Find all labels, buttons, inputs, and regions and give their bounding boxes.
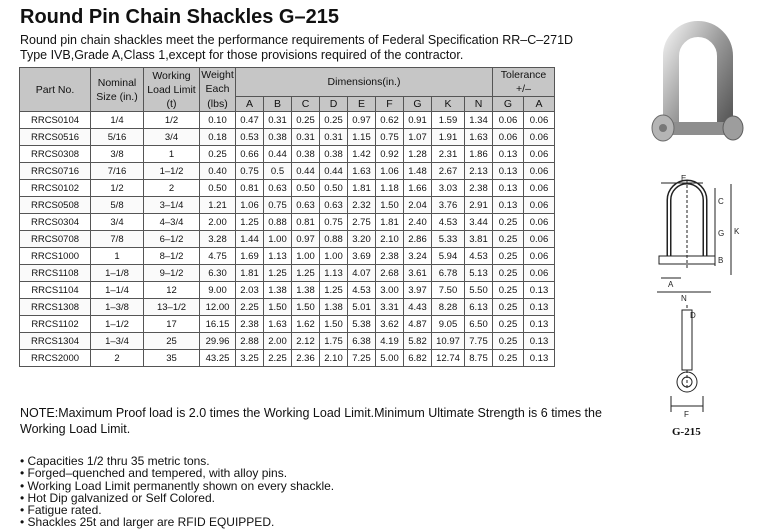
header-dim-g: G [404, 97, 432, 112]
table-cell: 0.06 [524, 180, 555, 197]
table-cell: 1.15 [348, 129, 376, 146]
table-cell: 0.31 [264, 112, 292, 129]
header-dim-c: C [292, 97, 320, 112]
table-cell: 0.06 [493, 129, 524, 146]
table-cell: 2.91 [465, 197, 493, 214]
table-cell: 3/8 [91, 146, 144, 163]
table-cell: 3.44 [465, 214, 493, 231]
table-row [20, 333, 555, 350]
table-cell: RRCS0104 [20, 112, 91, 129]
table-cell: 1.25 [292, 265, 320, 282]
table-cell: 4.53 [465, 248, 493, 265]
table-cell: 2.40 [404, 214, 432, 231]
shackle-photo [641, 6, 756, 156]
table-cell: 0.13 [524, 299, 555, 316]
table-cell: 0.25 [493, 248, 524, 265]
table-cell: 3.81 [465, 231, 493, 248]
table-cell: 3.25 [236, 350, 264, 367]
table-cell: 2.38 [465, 180, 493, 197]
table-cell: 0.44 [292, 163, 320, 180]
intro-line-2: Type IVB,Grade A,Class 1,except for those provisions required of the contractor. [20, 48, 464, 62]
feature-item: • Shackles 25t and larger are RFID EQUIPPED. [20, 516, 334, 528]
table-cell: 3.24 [404, 248, 432, 265]
table-cell: 0.5 [264, 163, 292, 180]
table-cell: 0.06 [524, 248, 555, 265]
table-cell: 1/2 [144, 112, 200, 129]
table-cell: 1.28 [404, 146, 432, 163]
table-cell: 5.13 [465, 265, 493, 282]
dimension-label-n: N [681, 294, 687, 303]
shackle-dimension-drawing [641, 170, 761, 425]
table-cell: 0.06 [524, 265, 555, 282]
table-cell: 1–1/8 [91, 265, 144, 282]
dimension-label-b: B [718, 256, 724, 265]
table-cell: 0.13 [493, 180, 524, 197]
table-cell: 12.74 [432, 350, 465, 367]
table-row [20, 248, 555, 265]
table-cell: 0.13 [524, 350, 555, 367]
dimension-label-k: K [734, 227, 740, 236]
table-cell: 1.62 [292, 316, 320, 333]
dimension-label-f: F [684, 410, 689, 419]
table-cell: 3.76 [432, 197, 465, 214]
table-cell: 1.07 [404, 129, 432, 146]
table-cell: 2.00 [200, 214, 236, 231]
table-cell: 1.21 [200, 197, 236, 214]
table-cell: 0.13 [493, 197, 524, 214]
table-cell: 0.81 [292, 214, 320, 231]
table-cell: 0.25 [320, 112, 348, 129]
table-cell: 0.66 [236, 146, 264, 163]
table-cell: 0.25 [493, 299, 524, 316]
table-cell: 5.00 [376, 350, 404, 367]
feature-item: • Fatigue rated. [20, 504, 334, 516]
table-cell: RRCS2000 [20, 350, 91, 367]
table-cell: 1.81 [348, 180, 376, 197]
table-cell: 3–1/4 [144, 197, 200, 214]
table-cell: 5.33 [432, 231, 465, 248]
table-cell: 0.06 [524, 197, 555, 214]
table-cell: 29.96 [200, 333, 236, 350]
table-cell: 6.30 [200, 265, 236, 282]
table-cell: 3.69 [348, 248, 376, 265]
header-dim-b: B [264, 97, 292, 112]
table-cell: 5.38 [348, 316, 376, 333]
table-cell: RRCS0708 [20, 231, 91, 248]
specifications-table [19, 67, 555, 367]
table-cell: 1.86 [465, 146, 493, 163]
table-cell: 0.06 [524, 146, 555, 163]
table-cell: 5/16 [91, 129, 144, 146]
table-cell: 0.44 [320, 163, 348, 180]
table-cell: 1.63 [348, 163, 376, 180]
table-row [20, 197, 555, 214]
dimension-label-c: C [718, 197, 724, 206]
table-cell: RRCS0308 [20, 146, 91, 163]
table-cell: 1.50 [264, 299, 292, 316]
table-cell: 0.63 [264, 180, 292, 197]
header-weight-unit: (lbs) [200, 97, 236, 112]
table-cell: 1.66 [404, 180, 432, 197]
intro-line-1: Round pin chain shackles meet the performance requirements of Federal Specification RR–C–271D [20, 33, 574, 47]
table-cell: 0.06 [524, 129, 555, 146]
table-cell: 0.50 [200, 180, 236, 197]
table-cell: 0.13 [524, 333, 555, 350]
table-cell: 0.44 [264, 146, 292, 163]
table-cell: 0.97 [292, 231, 320, 248]
table-cell: 4.75 [200, 248, 236, 265]
table-cell: 0.50 [320, 180, 348, 197]
table-cell: 1.13 [320, 265, 348, 282]
table-cell: 1.06 [376, 163, 404, 180]
table-cell: RRCS0304 [20, 214, 91, 231]
table-cell: 2.04 [404, 197, 432, 214]
header-dim-f: F [376, 97, 404, 112]
table-cell: RRCS1102 [20, 316, 91, 333]
table-cell: 0.25 [493, 333, 524, 350]
table-cell: 0.13 [493, 146, 524, 163]
table-cell: 2.32 [348, 197, 376, 214]
table-cell: 12 [144, 282, 200, 299]
table-cell: 0.97 [348, 112, 376, 129]
table-cell: 1.42 [348, 146, 376, 163]
dimension-label-e: E [681, 174, 687, 183]
table-cell: 5.82 [404, 333, 432, 350]
table-row [20, 129, 555, 146]
table-cell: 16.15 [200, 316, 236, 333]
table-cell: 5.01 [348, 299, 376, 316]
table-cell: 0.06 [524, 214, 555, 231]
header-tol-g: G [493, 97, 524, 112]
table-cell: 4.53 [348, 282, 376, 299]
table-cell: 0.50 [292, 180, 320, 197]
drawing-label: G-215 [672, 426, 701, 438]
table-cell: 2.25 [236, 299, 264, 316]
table-row [20, 163, 555, 180]
table-cell: 1 [91, 248, 144, 265]
table-cell: 0.13 [493, 163, 524, 180]
table-cell: 3.61 [404, 265, 432, 282]
table-cell: 4.43 [404, 299, 432, 316]
table-cell: 8.28 [432, 299, 465, 316]
table-cell: 1.44 [236, 231, 264, 248]
table-cell: RRCS0508 [20, 197, 91, 214]
table-cell: 1/2 [91, 180, 144, 197]
table-cell: 0.25 [493, 350, 524, 367]
table-cell: 3.97 [404, 282, 432, 299]
table-cell: 6.82 [404, 350, 432, 367]
table-cell: 1.59 [432, 112, 465, 129]
feature-item: • Forged–quenched and tempered, with alloy pins. [20, 467, 334, 479]
table-cell: RRCS1104 [20, 282, 91, 299]
table-cell: 0.25 [292, 112, 320, 129]
table-cell: 8.75 [465, 350, 493, 367]
table-cell: RRCS1108 [20, 265, 91, 282]
header-dim-n: N [465, 97, 493, 112]
page-title: Round Pin Chain Shackles G–215 [20, 6, 339, 28]
table-cell: 3.03 [432, 180, 465, 197]
table-cell: 1.25 [320, 282, 348, 299]
table-cell: 8–1/2 [144, 248, 200, 265]
table-cell: 6.50 [465, 316, 493, 333]
table-cell: RRCS1000 [20, 248, 91, 265]
header-dim-k: K [432, 97, 465, 112]
table-cell: 1–3/4 [91, 333, 144, 350]
table-cell: 0.53 [236, 129, 264, 146]
feature-item: • Working Load Limit permanently shown on every shackle. [20, 480, 334, 492]
table-cell: 4.87 [404, 316, 432, 333]
table-cell: 7.75 [465, 333, 493, 350]
table-cell: 1.50 [292, 299, 320, 316]
table-cell: 3.31 [376, 299, 404, 316]
table-cell: 9–1/2 [144, 265, 200, 282]
table-cell: 4–3/4 [144, 214, 200, 231]
table-cell: 2.10 [320, 350, 348, 367]
header-weight-each: Weight Each [201, 69, 234, 96]
table-cell: 5.94 [432, 248, 465, 265]
table-cell: 5/8 [91, 197, 144, 214]
table-cell: 0.06 [524, 163, 555, 180]
table-cell: 0.25 [493, 316, 524, 333]
table-cell: 1 [144, 146, 200, 163]
table-cell: 3/4 [144, 129, 200, 146]
table-cell: 0.25 [493, 214, 524, 231]
table-cell: 0.92 [376, 146, 404, 163]
note-text: NOTE:Maximum Proof load is 2.0 times the Working Load Limit.Minimum Ultimate Strength is 6 times the Working Load Limit. [20, 406, 602, 436]
feature-item: • Hot Dip galvanized or Self Colored. [20, 492, 334, 504]
table-cell: 2.67 [432, 163, 465, 180]
table-cell: 0.88 [320, 231, 348, 248]
table-cell: 1.38 [292, 282, 320, 299]
table-cell: 1.34 [465, 112, 493, 129]
table-cell: 1–1/4 [91, 282, 144, 299]
table-cell: 0.75 [264, 197, 292, 214]
table-cell: 3.28 [200, 231, 236, 248]
table-cell: 7/16 [91, 163, 144, 180]
table-row [20, 316, 555, 333]
table-cell: 1/4 [91, 112, 144, 129]
table-cell: RRCS0716 [20, 163, 91, 180]
header-dim-e: E [348, 97, 376, 112]
table-cell: 1.25 [236, 214, 264, 231]
table-cell: 0.25 [493, 265, 524, 282]
table-cell: 10.97 [432, 333, 465, 350]
table-cell: 2.38 [236, 316, 264, 333]
table-cell: 1.00 [264, 231, 292, 248]
table-cell: 0.75 [320, 214, 348, 231]
table-cell: 1.38 [264, 282, 292, 299]
table-cell: 2.00 [264, 333, 292, 350]
table-row [20, 146, 555, 163]
table-cell: 1.81 [236, 265, 264, 282]
table-cell: 1.00 [320, 248, 348, 265]
table-cell: 1.18 [376, 180, 404, 197]
table-cell: 0.47 [236, 112, 264, 129]
table-cell: 0.62 [376, 112, 404, 129]
table-cell: 1.13 [264, 248, 292, 265]
table-cell: 2.68 [376, 265, 404, 282]
table-cell: RRCS0102 [20, 180, 91, 197]
table-cell: 0.25 [200, 146, 236, 163]
table-row [20, 265, 555, 282]
table-cell: 2.36 [292, 350, 320, 367]
table-cell: RRCS1308 [20, 299, 91, 316]
table-cell: 6.13 [465, 299, 493, 316]
table-cell: 2.88 [236, 333, 264, 350]
table-cell: 2.86 [404, 231, 432, 248]
table-cell: 0.88 [264, 214, 292, 231]
table-cell: 0.81 [236, 180, 264, 197]
table-cell: 4.07 [348, 265, 376, 282]
table-cell: 0.06 [524, 112, 555, 129]
table-cell: 3/4 [91, 214, 144, 231]
table-cell: 2 [91, 350, 144, 367]
table-cell: 2.31 [432, 146, 465, 163]
header-dim-d: D [320, 97, 348, 112]
table-cell: 6.38 [348, 333, 376, 350]
table-cell: 12.00 [200, 299, 236, 316]
table-cell: 4.19 [376, 333, 404, 350]
table-cell: 1.50 [376, 197, 404, 214]
table-cell: 1.91 [432, 129, 465, 146]
header-nominal-size: Nominal Size (in.) [91, 68, 144, 112]
table-row [20, 214, 555, 231]
table-cell: 0.31 [292, 129, 320, 146]
table-cell: 1.75 [320, 333, 348, 350]
table-cell: 0.31 [320, 129, 348, 146]
table-cell: 0.10 [200, 112, 236, 129]
table-cell: 25 [144, 333, 200, 350]
table-cell: 2.75 [348, 214, 376, 231]
table-cell: 1.25 [264, 265, 292, 282]
table-cell: 0.75 [376, 129, 404, 146]
table-cell: 2.12 [292, 333, 320, 350]
table-cell: 1.63 [264, 316, 292, 333]
dimension-label-a: A [668, 280, 674, 289]
feature-list [20, 455, 334, 529]
table-cell: 9.05 [432, 316, 465, 333]
table-cell: 0.38 [292, 146, 320, 163]
table-cell: 2 [144, 180, 200, 197]
header-dimensions: Dimensions(in.) [236, 68, 493, 97]
table-cell: 3.62 [376, 316, 404, 333]
table-cell: 7.50 [432, 282, 465, 299]
table-cell: 1–1/2 [144, 163, 200, 180]
dimension-label-d: D [690, 311, 696, 320]
table-cell: RRCS0516 [20, 129, 91, 146]
table-row [20, 282, 555, 299]
table-cell: 0.63 [292, 197, 320, 214]
header-part-no: Part No. [20, 68, 91, 112]
table-cell: 17 [144, 316, 200, 333]
table-cell: 1–3/8 [91, 299, 144, 316]
table-cell: 1.69 [236, 248, 264, 265]
table-cell: 1.38 [320, 299, 348, 316]
table-cell: 1.50 [320, 316, 348, 333]
table-cell: 13–1/2 [144, 299, 200, 316]
table-cell: 7.25 [348, 350, 376, 367]
table-cell: 2.10 [376, 231, 404, 248]
table-cell: RRCS1304 [20, 333, 91, 350]
table-row [20, 299, 555, 316]
table-cell: 35 [144, 350, 200, 367]
table-cell: 0.75 [236, 163, 264, 180]
header-tolerance: Tolerance +/– [493, 68, 555, 97]
table-cell: 2.03 [236, 282, 264, 299]
table-cell: 0.38 [264, 129, 292, 146]
table-cell: 0.25 [493, 231, 524, 248]
table-cell: 0.06 [493, 112, 524, 129]
table-cell: 1–1/2 [91, 316, 144, 333]
table-row [20, 112, 555, 129]
table-cell: 7/8 [91, 231, 144, 248]
table-row [20, 231, 555, 248]
table-cell: 0.13 [524, 316, 555, 333]
table-cell: 2.13 [465, 163, 493, 180]
table-cell: 43.25 [200, 350, 236, 367]
table-cell: 1.06 [236, 197, 264, 214]
table-cell: 6–1/2 [144, 231, 200, 248]
table-cell: 0.40 [200, 163, 236, 180]
table-cell: 9.00 [200, 282, 236, 299]
table-cell: 3.00 [376, 282, 404, 299]
table-cell: 3.20 [348, 231, 376, 248]
table-cell: 0.91 [404, 112, 432, 129]
table-cell: 0.18 [200, 129, 236, 146]
table-row [20, 180, 555, 197]
header-dim-a: A [236, 97, 264, 112]
header-working-load-limit: Working Load Limit (t) [144, 68, 200, 112]
table-cell: 1.63 [465, 129, 493, 146]
table-cell: 2.38 [376, 248, 404, 265]
table-cell: 4.53 [432, 214, 465, 231]
table-cell: 1.00 [292, 248, 320, 265]
table-cell: 1.81 [376, 214, 404, 231]
table-cell: 2.25 [264, 350, 292, 367]
table-cell: 0.63 [320, 197, 348, 214]
table-cell: 5.50 [465, 282, 493, 299]
feature-item: • Capacities 1/2 thru 35 metric tons. [20, 455, 334, 467]
table-cell: 0.25 [493, 282, 524, 299]
table-cell: 0.13 [524, 282, 555, 299]
header-tol-a: A [524, 97, 555, 112]
table-cell: 6.78 [432, 265, 465, 282]
dimension-label-g: G [718, 229, 725, 238]
table-cell: 1.48 [404, 163, 432, 180]
table-cell: 0.06 [524, 231, 555, 248]
table-cell: 0.38 [320, 146, 348, 163]
table-row [20, 350, 555, 367]
